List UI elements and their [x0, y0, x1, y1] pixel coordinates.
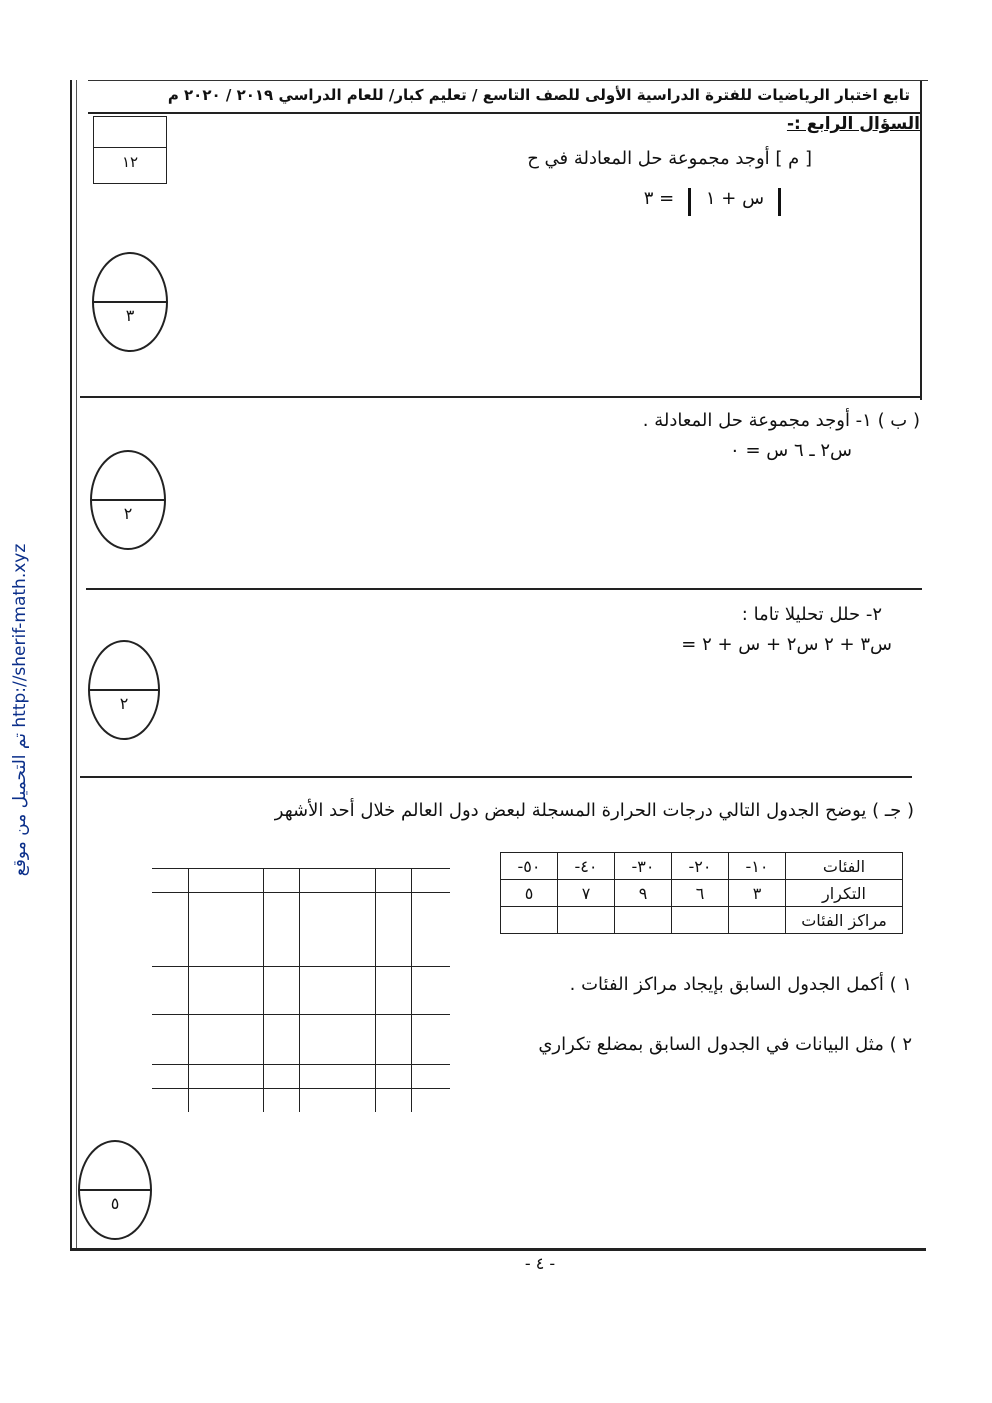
frequency-table: [500, 852, 903, 934]
footer-rule: [70, 1248, 926, 1251]
frequency-cell: ٦: [672, 880, 729, 907]
part-b1-equation: س٢ ـ ٦ س = ٠: [730, 440, 852, 461]
page-frame-right: [920, 80, 922, 400]
side-watermark: [0, 520, 40, 900]
part-a-equation-rhs: = ٣: [643, 188, 675, 209]
table-row-frequency: [501, 880, 903, 907]
section-divider-b2: [80, 776, 912, 778]
page-number: - ٤ -: [524, 1254, 556, 1273]
part-b1-score-oval: [90, 450, 166, 550]
table-row-classes: [501, 853, 903, 880]
part-c-task-1: ١ ) أكمل الجدول السابق بإيجاد مراكز الفئات .: [569, 974, 912, 995]
frequency-cell: ٥: [501, 880, 558, 907]
part-b2-score-oval: [88, 640, 160, 740]
part-a-score: ٣: [125, 306, 135, 325]
class-cell: ٢٠-: [672, 853, 729, 880]
part-b1-score: ٢: [123, 504, 133, 523]
class-cell: ٤٠-: [558, 853, 615, 880]
total-score-value: ١٢: [121, 153, 139, 171]
center-cell[interactable]: [501, 907, 558, 934]
part-a-score-oval: [92, 252, 168, 352]
part-c-score-oval: [78, 1140, 152, 1240]
page-frame-left: [70, 80, 72, 1250]
abs-bar-left: [688, 188, 691, 216]
frequency-cell: ٣: [729, 880, 786, 907]
page-frame-top: [88, 80, 928, 81]
part-b2-prompt: ٢- حلل تحليلا تاما :: [741, 604, 882, 625]
frequency-cell: ٧: [558, 880, 615, 907]
part-b2-equation: س٣ + ٢ س٢ + س + ٢ =: [681, 634, 892, 655]
part-a-prompt: [ م ] أوجد مجموعة حل المعادلة في ح: [527, 148, 812, 169]
part-c-task-2: ٢ ) مثل البيانات في الجدول السابق بمضلع تكراري: [538, 1034, 912, 1055]
part-b1-prompt: ( ب ) ١- أوجد مجموعة حل المعادلة .: [642, 410, 920, 431]
section-divider-a: [80, 396, 922, 398]
center-cell[interactable]: [729, 907, 786, 934]
row-label-centers: مراكز الفئات: [786, 907, 903, 934]
row-label-frequency: التكرار: [786, 880, 903, 907]
part-a-equation-inner: س + ١: [705, 188, 765, 209]
total-score-box: [93, 116, 167, 184]
question-title: السؤال الرابع :-: [786, 114, 920, 134]
exam-header: تابع اختبار الرياضيات للفترة الدراسية الأولى للصف التاسع / تعليم كبار/ للعام الدراسي ٢٠١٩ / ٢٠٢٠ م: [167, 86, 910, 104]
class-cell: ٣٠-: [615, 853, 672, 880]
abs-bar-right: [778, 188, 781, 216]
frequency-cell: ٩: [615, 880, 672, 907]
page-frame-left-inner: [76, 80, 77, 1250]
class-cell: ١٠-: [729, 853, 786, 880]
table-row-centers: [501, 907, 903, 934]
part-b2-score: ٢: [119, 694, 129, 713]
center-cell[interactable]: [615, 907, 672, 934]
center-cell[interactable]: [558, 907, 615, 934]
part-c-prompt: ( جـ ) يوضح الجدول التالي درجات الحرارة المسجلة لبعض دول العالم خلال أحد الأشهر: [274, 800, 914, 821]
row-label-classes: الفئات: [786, 853, 903, 880]
center-cell[interactable]: [672, 907, 729, 934]
side-watermark-text: تم التحميل من موقع http://sherif-math.xyz: [10, 543, 30, 877]
section-divider-b1: [86, 588, 922, 590]
class-cell: ٥٠-: [501, 853, 558, 880]
part-c-score: ٥: [110, 1194, 120, 1213]
